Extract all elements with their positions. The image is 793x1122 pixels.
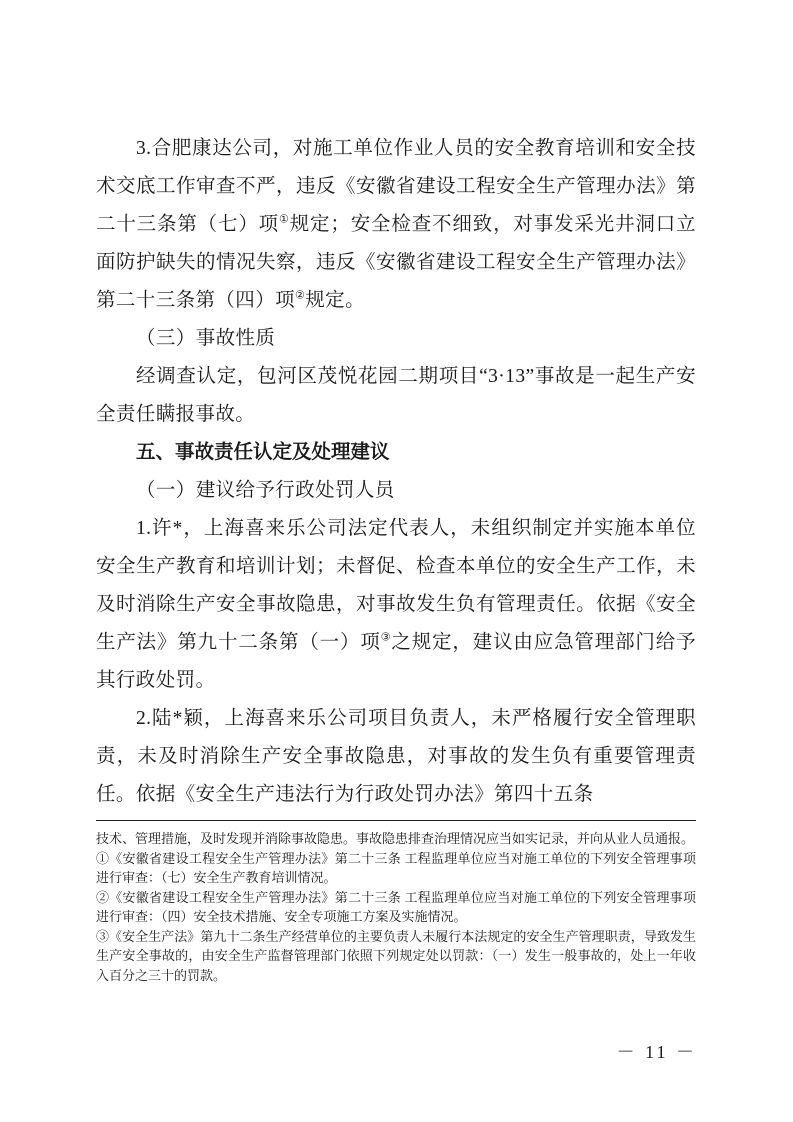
text-run: 规定。 [305, 290, 365, 311]
text-run: 规定；安全检查不细致，对事发采光井洞口立面防护缺失的情况失察，违反《安徽省建设工程安全生产管理办法》第二十三条第（四）项 [96, 214, 696, 311]
text-run: 1.许*，上海喜来乐公司法定代表人，未组织制定并实施本单位安全生产教育和培训计划；未督促、检查本单位的安全生产工作，未及时消除生产安全事故隐患，对事故发生负有管理责任。依据《安全生产法》第九十二条第（一）项 [96, 518, 696, 653]
footnote-marker-2: ② [295, 289, 306, 302]
page-number: － 11 － [616, 1042, 697, 1062]
text-run: （三）事故性质 [136, 328, 276, 349]
heading-section-five [96, 434, 696, 472]
text-run: 经调查认定，包河区茂悦花园二期项目“3·13”事故是一起生产安全责任瞒报事故。 [96, 366, 696, 425]
text-run: 3.合肥康达公司，对施工单位作业人员的安全教育培训和安全技术交底工作审查不严，违反《安徽省建设工程安全生产管理办法》第二十三条第（七）项 [96, 138, 696, 235]
text-run: （一）建议给予行政处罚人员 [136, 480, 395, 501]
text-run: 五、事故责任认定及处理建议 [136, 442, 390, 463]
paragraph-section-one [96, 472, 696, 510]
footnote-area [96, 820, 696, 985]
footnote-3: ③《安全生产法》第九十二条生产经营单位的主要负责人未履行本法规定的安全生产管理职责，导致发生生产安全事故的，由安全生产监督管理部门依照下列规定处以罚款：（一）发生一般事故的，处上一年收入百分之三十的罚款。 [96, 928, 696, 983]
footnote-1: ①《安徽省建设工程安全生产管理办法》第二十三条 工程监理单位应当对施工单位的下列安全管理事项进行审查：（七）安全生产教育培训情况。 [96, 850, 696, 885]
footnote-marker-3: ③ [380, 631, 392, 644]
paragraph-item-1 [96, 510, 696, 700]
text-run: 之规定，建议由应急管理部门给予其行政处罚。 [96, 632, 696, 691]
footnote-divider [96, 820, 696, 821]
paragraph-conclusion [96, 358, 696, 434]
footnote-continued: 技术、管理措施，及时发现并消除事故隐患。事故隐患排查治理情况应当如实记录，并向从业人员通报。 [96, 831, 695, 846]
footnote-2: ②《安徽省建设工程安全生产管理办法》第二十三条 工程监理单位应当对施工单位的下列安全管理事项进行审查：（四）安全技术措施、安全专项施工方案及实施情况。 [96, 889, 696, 924]
paragraph-item-3 [96, 130, 696, 320]
paragraph-item-2 [96, 700, 696, 814]
paragraph-section-three [96, 320, 696, 358]
footnote-marker-1: ① [279, 213, 290, 226]
text-run: 2.陆*颖，上海喜来乐公司项目负责人，未严格履行安全管理职责，未及时消除生产安全事故隐患，对事故的发生负有重要管理责任。依据《安全生产违法行为行政处罚办法》第四十五条 [96, 708, 696, 805]
document-body [96, 130, 696, 814]
